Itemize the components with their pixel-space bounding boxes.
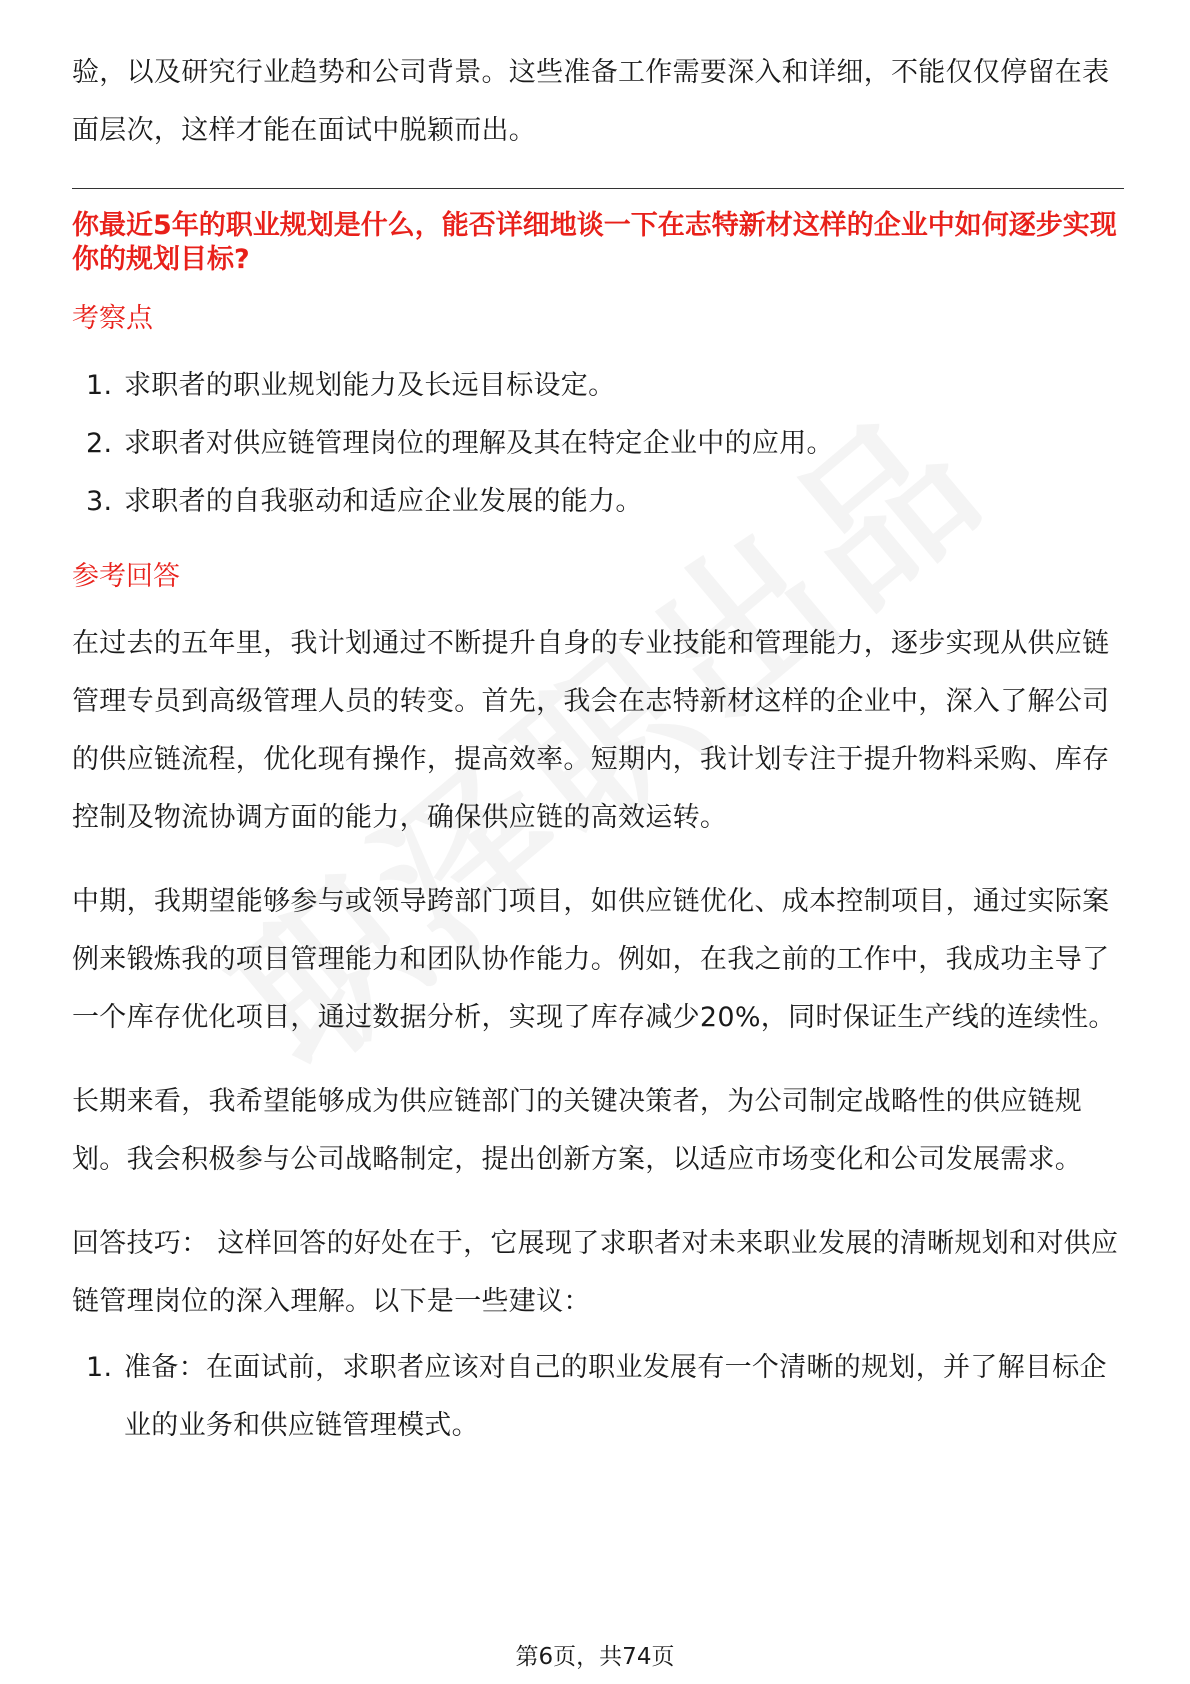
list-item-text: 求职者的职业规划能力及长远目标设定。: [124, 370, 616, 401]
document-page: [72, 52, 1124, 1455]
answer-paragraph: 中期，我期望能够参与或领导跨部门项目，如供应链优化、成本控制项目，通过实际案例来锻炼我的项目管理能力和团队协作能力。例如，在我之前的工作中，我成功主导了一个库存优化项目，通过数据分析，实现了库存减少20%，同时保证生产线的连续性。: [72, 886, 1116, 1033]
list-item-number: 1.: [86, 370, 113, 401]
list-item-number: 3.: [86, 486, 113, 517]
answer-heading: 参考回答: [72, 561, 180, 592]
list-item: [72, 357, 1124, 415]
list-item: [72, 473, 1124, 531]
list-item-text: 求职者对供应链管理岗位的理解及其在特定企业中的应用。: [124, 428, 834, 459]
tips-list: [72, 1339, 1124, 1455]
answer-paragraph: 长期来看，我希望能够成为供应链部门的关键决策者，为公司制定战略性的供应链规划。我会积极参与公司战略制定，提出创新方案，以适应市场变化和公司发展需求。: [72, 1086, 1083, 1175]
list-item: [72, 1339, 1124, 1455]
tips-paragraph: 回答技巧： 这样回答的好处在于，它展现了求职者对未来职业发展的清晰规划和对供应链管理岗位的深入理解。以下是一些建议：: [72, 1228, 1119, 1317]
list-item-number: 1.: [86, 1352, 113, 1383]
answer-paragraph: 在过去的五年里，我计划通过不断提升自身的专业技能和管理能力，逐步实现从供应链管理专员到高级管理人员的转变。首先，我会在志特新材这样的企业中，深入了解公司的供应链流程，优化现有操作，提高效率。短期内，我计划专注于提升物料采购、库存控制及物流协调方面的能力，确保供应链的高效运转。: [72, 628, 1110, 833]
question-title: 你最近5年的职业规划是什么，能否详细地谈一下在志特新材这样的企业中如何逐步实现你的规划目标?: [72, 210, 1117, 275]
list-item-text: 求职者的自我驱动和适应企业发展的能力。: [124, 486, 643, 517]
page-footer: 第6页，共74页: [515, 1644, 675, 1670]
intro-paragraph: 验，以及研究行业趋势和公司背景。这些准备工作需要深入和详细，不能仅仅停留在表面层次，这样才能在面试中脱颖而出。: [72, 57, 1110, 146]
assessment-heading: 考察点: [72, 303, 153, 334]
assessment-list: [72, 357, 1124, 531]
list-item: [72, 415, 1124, 473]
list-item-text: 准备：在面试前，求职者应该对自己的职业发展有一个清晰的规划，并了解目标企业的业务和供应链管理模式。: [124, 1352, 1107, 1441]
list-item-number: 2.: [86, 428, 113, 459]
section-divider: [72, 188, 1124, 189]
